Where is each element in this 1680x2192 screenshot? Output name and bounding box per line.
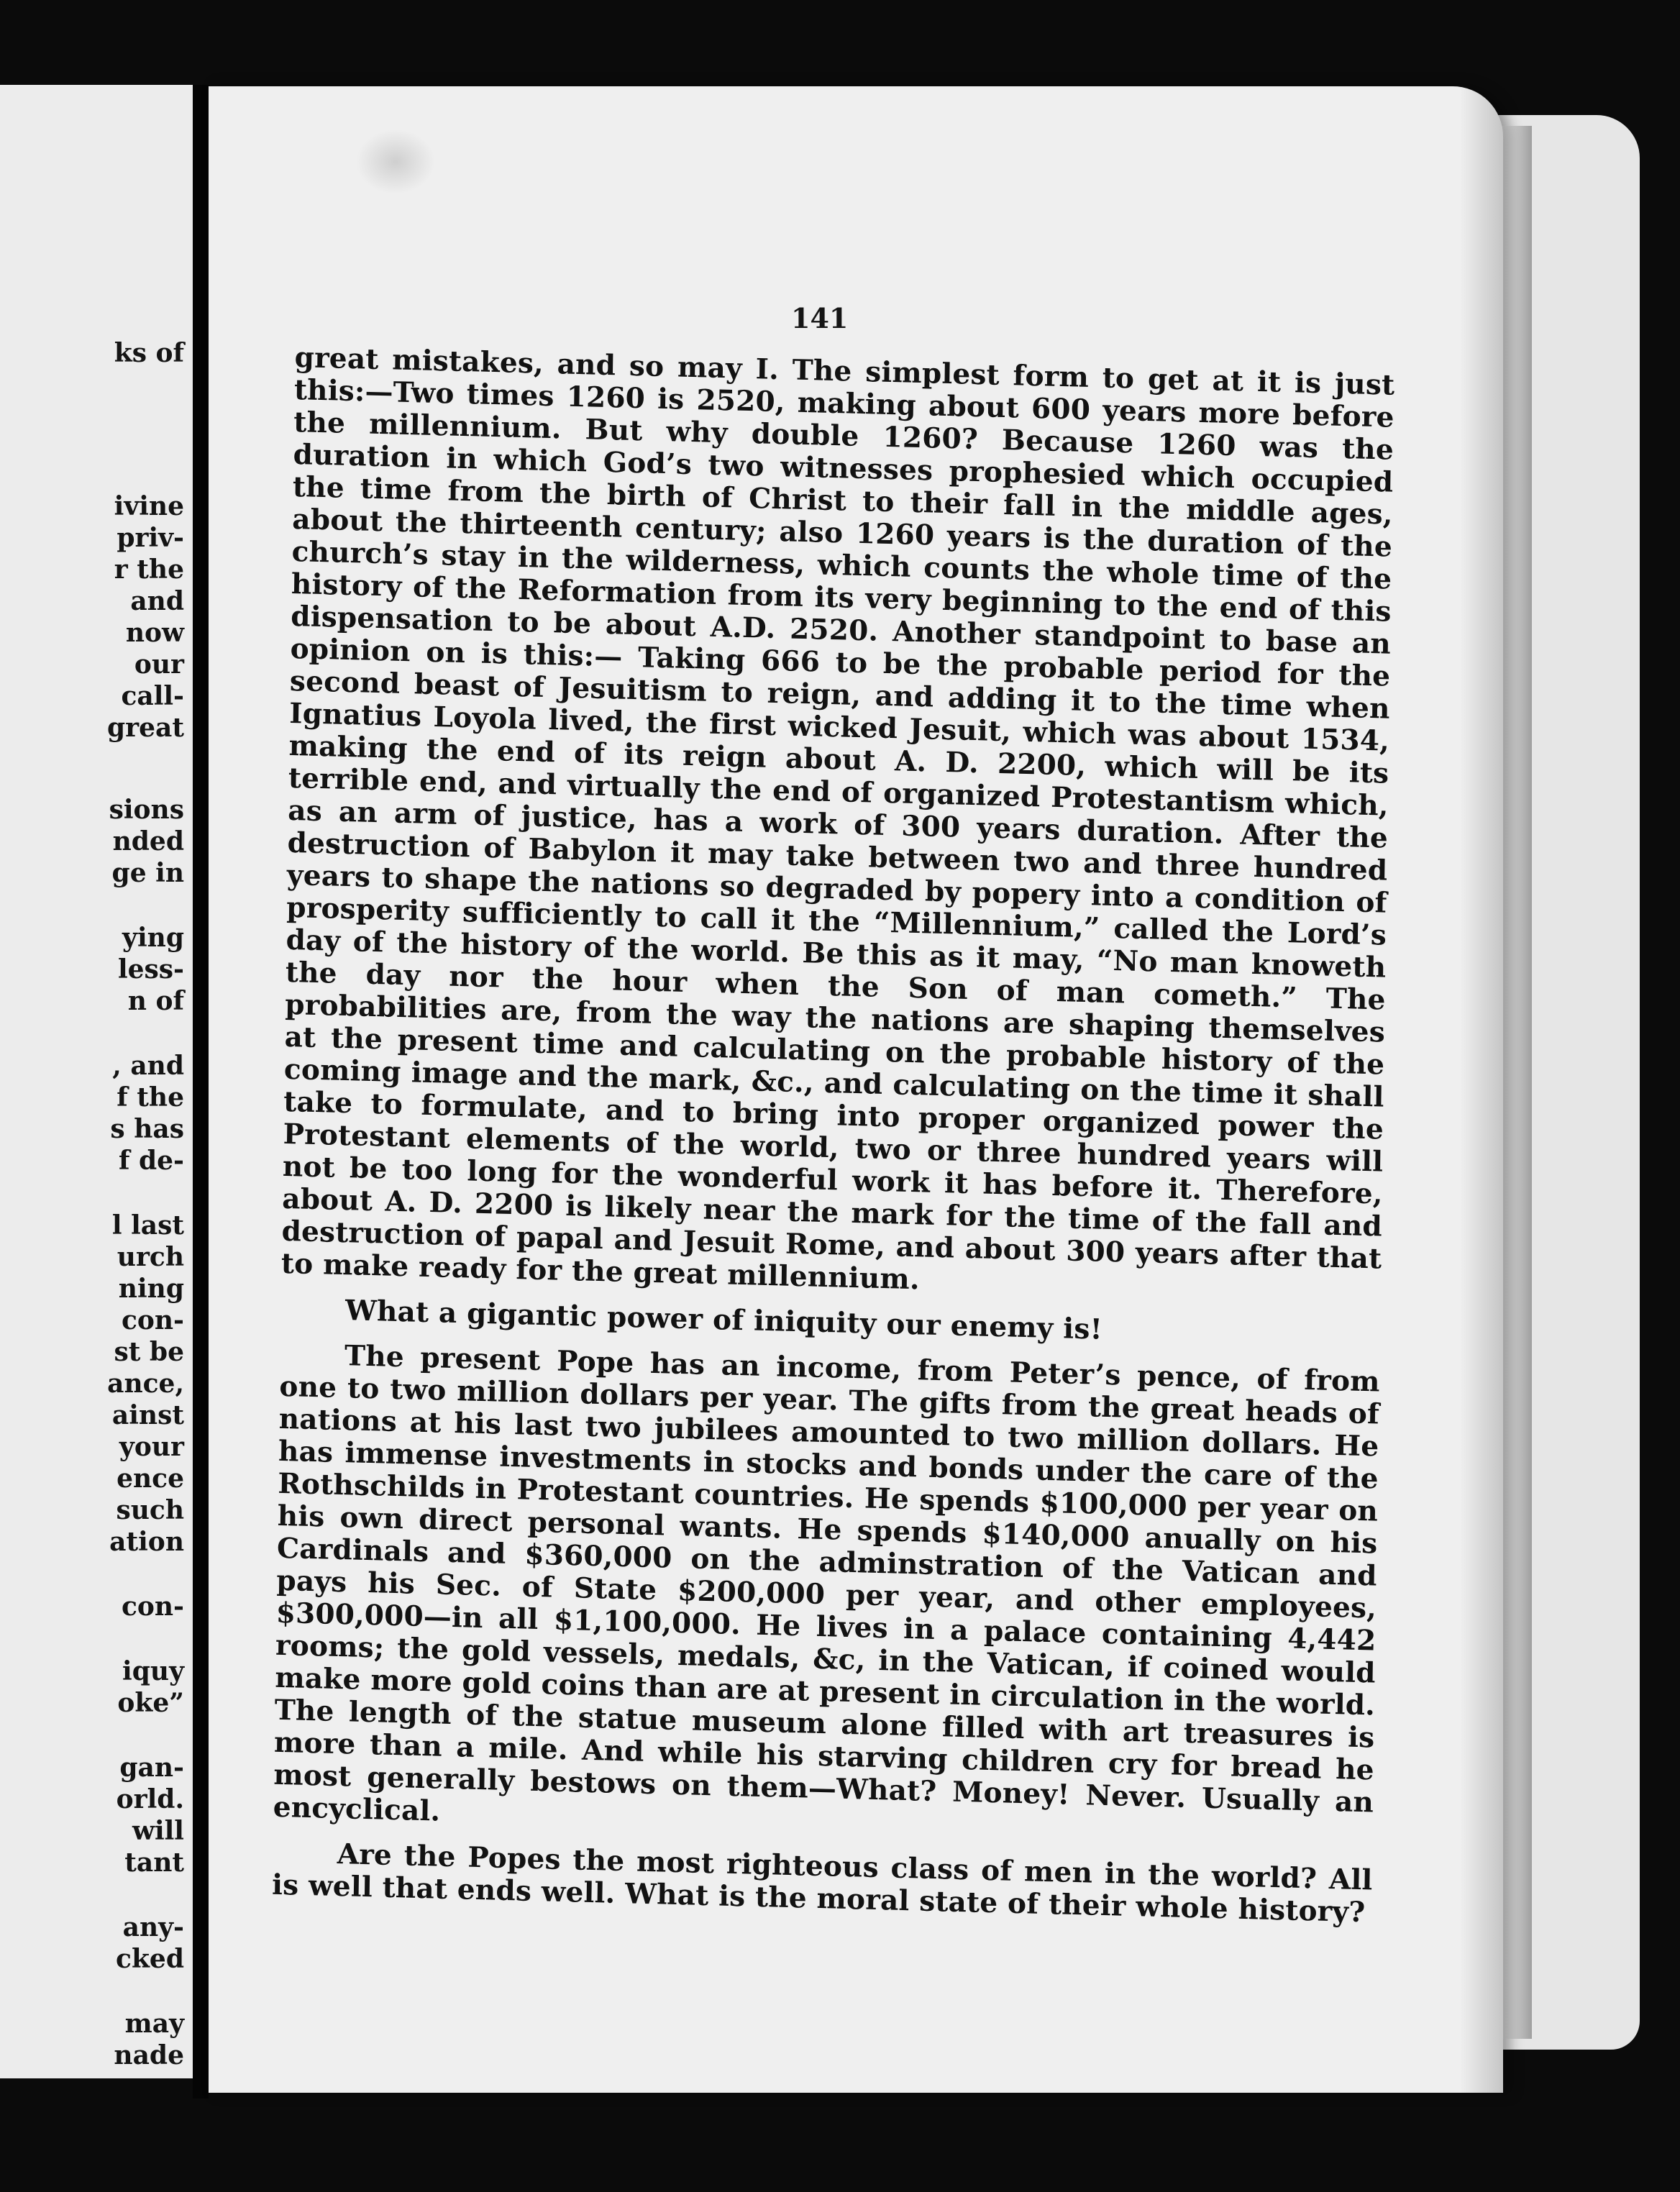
left-page-fragment: ivine	[114, 491, 184, 521]
left-page-fragment: your	[119, 1432, 184, 1462]
left-page-fragment: any-	[122, 1912, 184, 1942]
left-page-fragment: ks of	[114, 338, 184, 368]
left-page-fragment: orld.	[116, 1784, 184, 1814]
left-page-fragment: con-	[121, 1305, 184, 1335]
left-page-fragment: ge in	[111, 858, 184, 888]
left-page-fragment: gan-	[119, 1753, 184, 1783]
left-page-fragment: now	[125, 618, 184, 648]
left-page-fragment: , and	[112, 1051, 184, 1081]
left-page-fragment: ying	[122, 923, 184, 953]
left-page-fragment: st be	[114, 1337, 184, 1367]
left-page-fragment: ance,	[107, 1369, 184, 1399]
left-page-fragment: nded	[112, 826, 184, 857]
paragraph: The present Pope has an income, from Peter’s pence, of from one to two million dollars per year. The gifts from the great heads of nations at his last two jubilees amounted to two million dollars. He has immense investments in stocks and bonds under the care of the Rothschilds in Protestant countries. He spends $100,000 per year on his own direct personal wants. He spends $140,000 anually on his Cardinals and $360,000 on the adminstration of the Vatican and pays his Sec. of State $200,000 per year, and other employees, $300,000—in all $1,100,000. He lives in a palace containing 4,442 rooms; the gold vessels, medals, &c, in the Vatican, if coined would make more gold coins than are at present in circulation in the world. The length of the statue museum alone filled with art treasures is more than a mile. And while his starving children cry for bread he most generally bestows on them—What? Money! Never. Usually an encyclical.	[273, 1339, 1381, 1828]
left-page-fragment: such	[116, 1495, 184, 1525]
page-number: 141	[791, 302, 849, 334]
left-page-fragment: f the	[117, 1082, 184, 1113]
paper-stain	[356, 129, 435, 194]
page-body-text	[272, 342, 1395, 1942]
left-page-fragment: less-	[117, 954, 184, 985]
left-page-fragment: con-	[121, 1592, 184, 1622]
left-page-fragment: nade	[114, 2040, 184, 2070]
left-page-fragment: priv-	[117, 523, 184, 553]
paragraph: What a gigantic power of iniquity our enemy is!	[344, 1294, 1103, 1346]
left-page-fragment: may	[124, 2009, 184, 2039]
left-page-fragment: ning	[118, 1274, 184, 1304]
book-gutter	[193, 85, 209, 2099]
left-page-fragment: oke”	[117, 1688, 184, 1718]
left-page-fragment: tant	[124, 1848, 184, 1878]
left-page-fragment: l last	[111, 1210, 184, 1241]
paragraph: great mistakes, and so may I. The simplest form to get at it is just this:—Two times 1260 is 2520, making about 600 years more before the millennium. But why double 1260? Because 1260 was the duration in which God’s two witnesses prophesied which occupied the time from the birth of Christ to their fall in the middle ages, about the thirteenth century; also 1260 years is the duration of the church’s stay in the wilderness, which counts the whole time of the history of the Reformation from its very beginning to the end of this dispensation to be about A.D. 2520. Another standpoint to base an opinion on is this:— Taking 666 to be the probable period for the second beast of Jesuitism to reign, and adding it to the time when Ignatius Loyola lived, the first wicked Jesuit, which was about 1534, making the end of its reign about A. D. 2200, which will be its terrible end, and virtually the end of organized Protestantism which, as an arm of justice, has a work of 300 years duration. After the destruction of Babylon it may take between two and three hundred years to shape the nations so degraded by popery into a condition of prosperity sufficiently to call it the “Millennium,” called the Lord’s day of the history of the world. Be this as it may, “No man knoweth the day nor the hour when the Son of man cometh.” The probabilities are, from the way the nations are shaping themselves at the present time and calculating on the probable history of the coming image and the mark, &c., and calculating on the time it shall take to formulate, and to bring into proper organized power the Protestant elements of the world, two or three hundred years will not be too long for the wonderful work it has before it. Therefore, about A. D. 2200 is likely near the mark for the time of the fall and destruction of papal and Jesuit Rome, and about 300 years after that to make ready for the great millennium.	[280, 341, 1395, 1297]
left-page-fragment: ainst	[111, 1400, 184, 1430]
left-page-fragment: will	[132, 1816, 184, 1846]
left-page-fragment: urch	[117, 1242, 184, 1272]
left-page-fragment: sions	[109, 795, 184, 825]
page-edge-shading	[1460, 86, 1503, 2093]
left-page-fragment: our	[134, 649, 184, 680]
left-page-fragment: cked	[116, 1944, 184, 1974]
left-page-fragment: ation	[109, 1527, 184, 1557]
left-page-fragment: f de-	[118, 1146, 184, 1176]
left-page-fragment: r the	[114, 554, 184, 585]
left-facing-page	[0, 85, 200, 2078]
left-page-fragment: s has	[110, 1114, 184, 1144]
left-page-fragment: and	[130, 586, 184, 616]
paragraph: Are the Popes the most righteous class of men in the world? All is well that ends well. What is the moral state of their whole history?	[271, 1837, 1373, 1930]
book-page	[209, 86, 1503, 2093]
left-page-fragment: ence	[117, 1463, 184, 1494]
left-page-fragment: iquy	[122, 1656, 184, 1686]
left-page-fragment: great	[107, 713, 184, 743]
left-page-fragment: n of	[127, 986, 184, 1016]
left-page-fragment: call-	[121, 681, 184, 711]
